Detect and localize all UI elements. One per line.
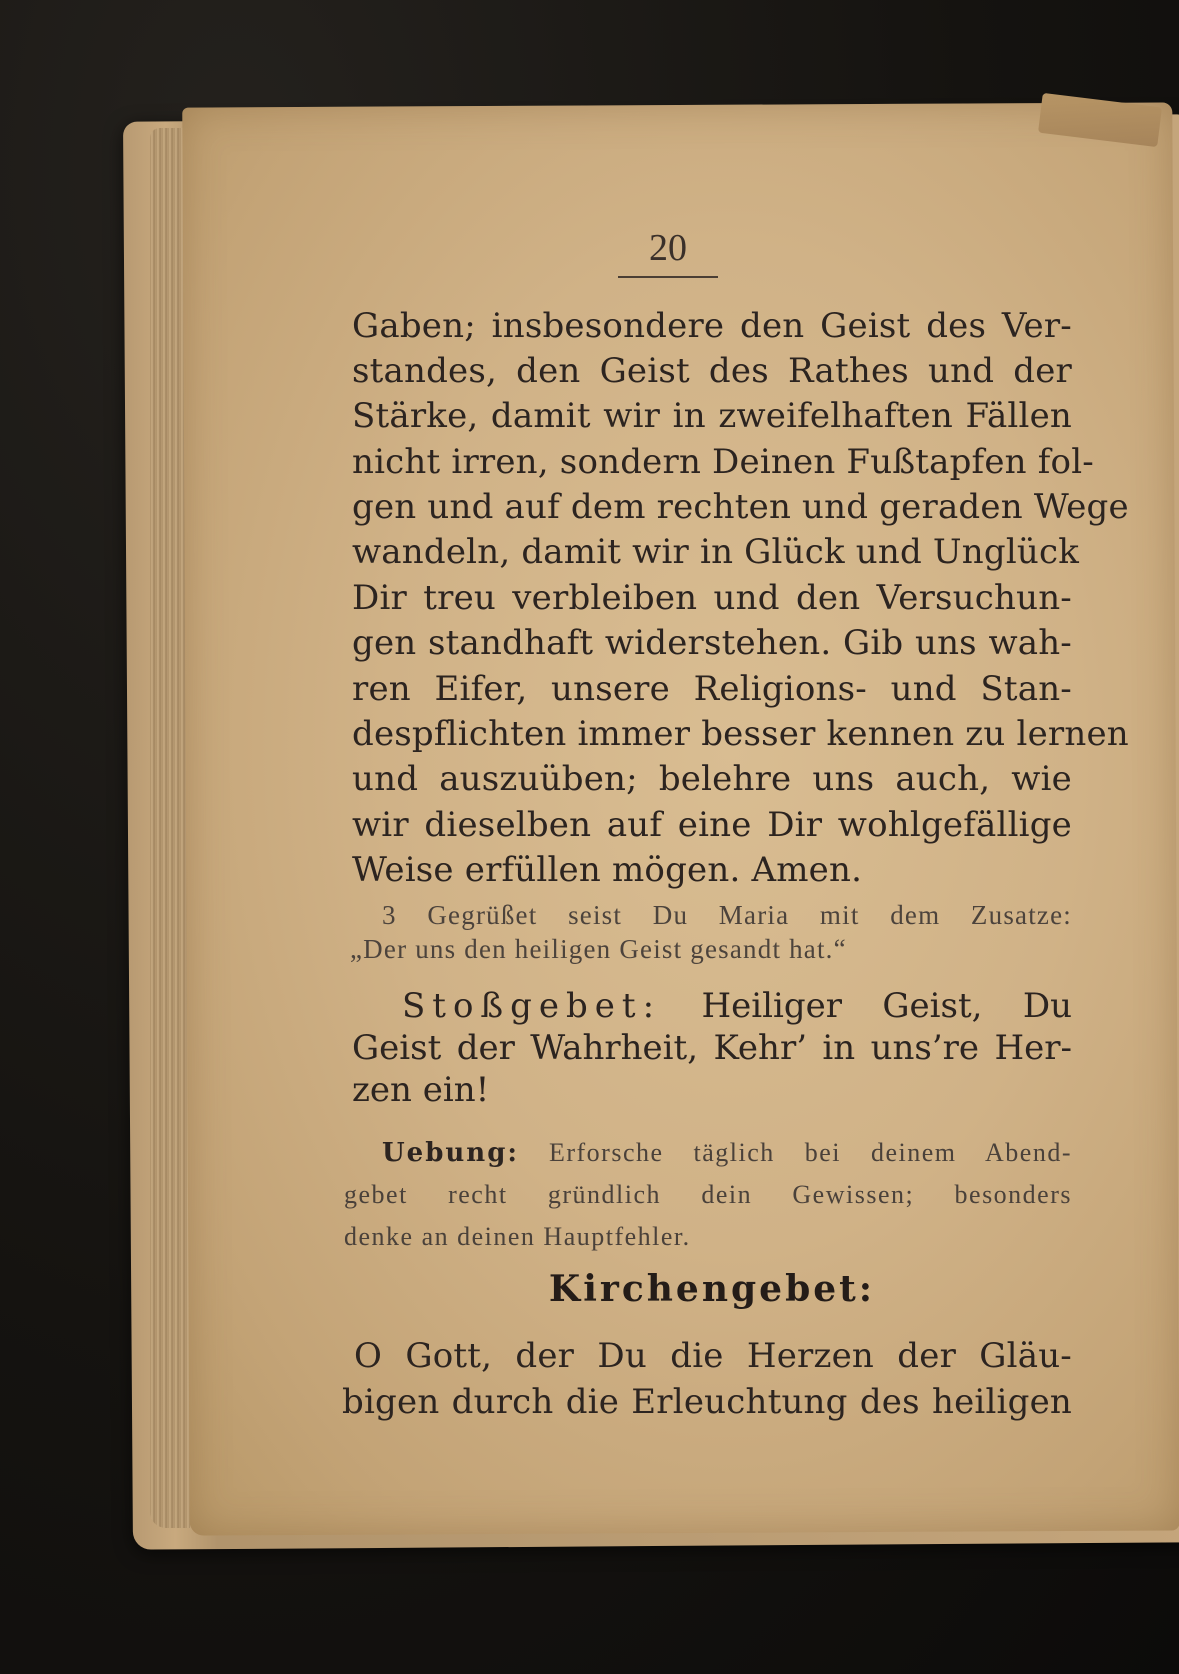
body-line: und auszuüben; belehre uns auch, wie — [352, 759, 1072, 799]
body-line: nicht irren, sondern Deinen Fußtapfen fol- — [352, 442, 1094, 482]
body-line: gen standhaft widerstehen. Gib uns wah- — [352, 623, 1072, 663]
body-line: gen und auf dem rechten und geraden Wege — [352, 487, 1129, 527]
exercise-label: Uebung: — [382, 1138, 519, 1168]
body-line: wir dieselben auf eine Dir wohlgefällige — [352, 805, 1072, 845]
ejaculatory-text: Heiliger Geist, Du — [701, 986, 1072, 1026]
body-line: despflichten immer besser kennen zu lernen — [352, 714, 1129, 754]
exercise-line-3: denke an deinen Hauptfehler. — [344, 1222, 691, 1251]
ejaculatory-label: Stoßgebet: — [402, 986, 662, 1026]
exercise-line-2: gebet recht gründlich dein Gewissen; besonders — [344, 1180, 1072, 1209]
prayer-line: O Gott, der Du die Herzen der Gläu- — [354, 1336, 1072, 1376]
ejaculatory-line-3: zen ein! — [352, 1070, 490, 1110]
body-line: wandeln, damit wir in Glück und Unglück — [352, 532, 1080, 572]
body-line: Stärke, damit wir in zweifelhaften Fällen — [352, 396, 1072, 436]
note-line: „Der uns den heiligen Geist gesandt hat.“ — [350, 934, 847, 964]
ejaculatory-line-2: Geist der Wahrheit, Kehr’ in uns’re Her- — [352, 1028, 1072, 1068]
exercise-line-1 — [382, 1130, 1072, 1176]
body-line: Weise erfüllen mögen. Amen. — [352, 850, 863, 890]
body-line: ren Eifer, unsere Religions- und Stan- — [352, 669, 1072, 709]
body-line: Dir treu verbleiben und den Versuchun- — [352, 578, 1072, 618]
prayer-line: bigen durch die Erleuchtung des heiligen — [342, 1382, 1072, 1422]
exercise-text: Erforsche täglich bei deinem Abend- — [548, 1138, 1073, 1167]
ejaculatory-line-1 — [402, 982, 1072, 1030]
body-line: standes, den Geist des Rathes und der — [352, 351, 1072, 391]
page-number-rule — [618, 276, 718, 278]
body-line: Gaben; insbesondere den Geist des Ver- — [352, 306, 1072, 346]
page-number: 20 — [649, 227, 687, 269]
note-line: 3 Gegrüßet seist Du Maria mit dem Zusatze: — [382, 900, 1072, 930]
section-heading: Kirchengebet: — [548, 1268, 876, 1310]
